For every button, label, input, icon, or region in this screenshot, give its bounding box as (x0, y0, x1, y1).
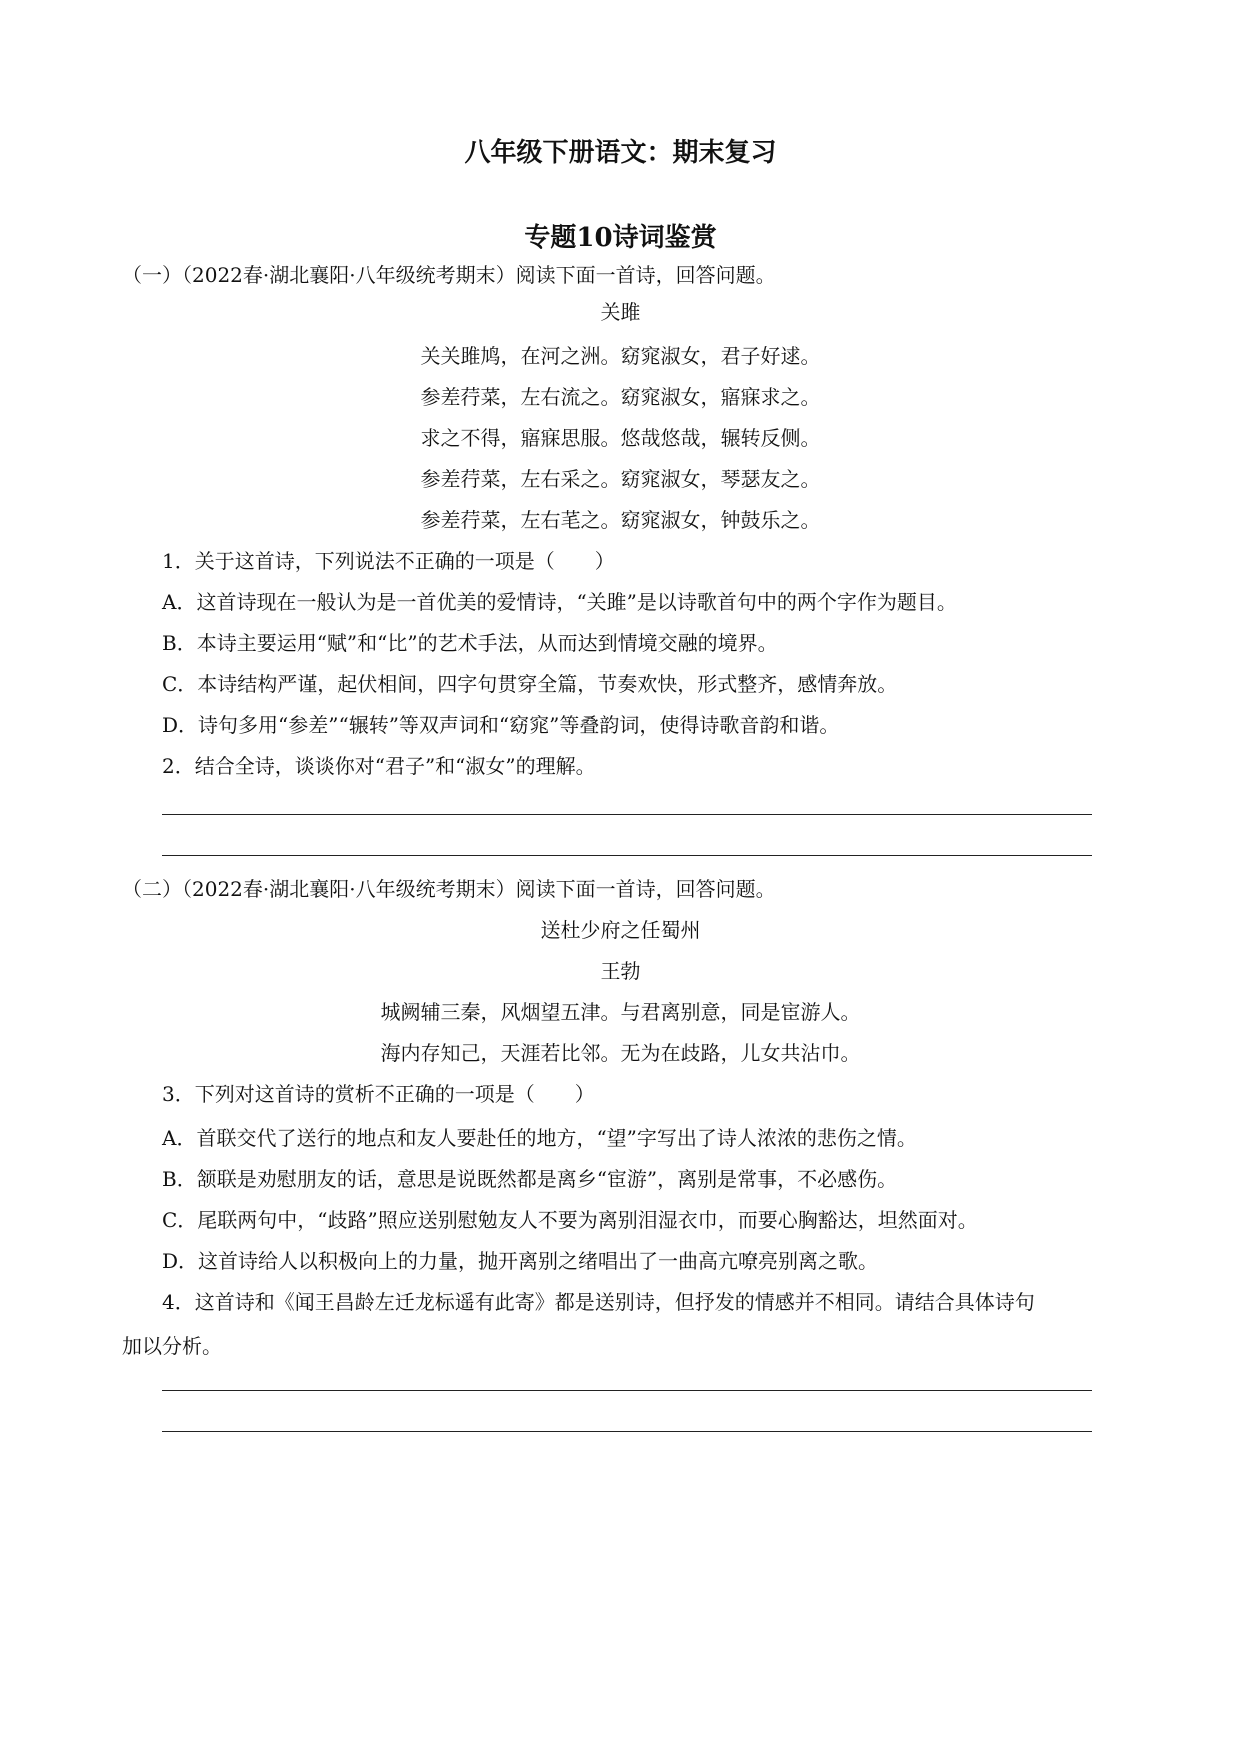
question-3-option-b: B．颔联是劝慰朋友的话，意思是说既然都是离乡“宦游”，离别是常事，不必感伤。 (162, 1167, 898, 1191)
question-3: 3．下列对这首诗的赏析不正确的一项是（ ） (162, 1082, 595, 1106)
page-subtitle: 专题10诗词鉴赏 (524, 223, 717, 253)
question-3-option-d: D．这首诗给人以积极向上的力量，抛开离别之绪唱出了一曲高亢嘹亮别离之歌。 (162, 1249, 879, 1273)
question-3-option-c: C．尾联两句中，“歧路”照应送别慰勉友人不要为离别泪湿衣巾，而要心胸豁达，坦然面对。 (162, 1208, 978, 1232)
section2-header: （二）（2022春·湖北襄阳·八年级统考期末）阅读下面一首诗，回答问题。 (122, 877, 776, 901)
question-4-continued: 加以分析。 (122, 1334, 222, 1358)
poem1-line: 关关雎鸠，在河之洲。窈窕淑女，君子好逑。 (420, 344, 821, 368)
poem2-title: 送杜少府之任蜀州 (540, 918, 701, 942)
poem1-line: 参差荇菜，左右芼之。窈窕淑女，钟鼓乐之。 (420, 508, 821, 532)
answer-line (162, 814, 1092, 815)
answer-line (162, 1431, 1092, 1432)
answer-line (162, 855, 1092, 856)
page-title: 八年级下册语文：期末复习 (464, 138, 777, 168)
poem1-title: 关雎 (600, 300, 641, 324)
poem2-line: 城阙辅三秦，风烟望五津。与君离别意，同是宦游人。 (380, 1000, 861, 1024)
poem1-line: 求之不得，寤寐思服。悠哉悠哉，辗转反侧。 (420, 426, 821, 450)
poem2-author: 王勃 (600, 959, 641, 983)
section1-header: （一）（2022春·湖北襄阳·八年级统考期末）阅读下面一首诗，回答问题。 (122, 263, 776, 287)
poem1-line: 参差荇菜，左右流之。窈窕淑女，寤寐求之。 (420, 385, 821, 409)
question-1: 1．关于这首诗，下列说法不正确的一项是（ ） (162, 549, 615, 573)
question-1-option-a: A．这首诗现在一般认为是一首优美的爱情诗，“关雎”是以诗歌首句中的两个字作为题目。 (162, 590, 957, 614)
poem2-line: 海内存知己，天涯若比邻。无为在歧路，儿女共沾巾。 (380, 1041, 861, 1065)
question-4: 4．这首诗和《闻王昌龄左迁龙标遥有此寄》都是送别诗，但抒发的情感并不相同。请结合具体诗句 (162, 1290, 1035, 1314)
answer-line (162, 1390, 1092, 1391)
question-2: 2．结合全诗，谈谈你对“君子”和“淑女”的理解。 (162, 754, 596, 778)
question-1-option-b: B．本诗主要运用“赋”和“比”的艺术手法，从而达到情境交融的境界。 (162, 631, 778, 655)
question-1-option-c: C．本诗结构严谨，起伏相间，四字句贯穿全篇，节奏欢快，形式整齐，感情奔放。 (162, 672, 898, 696)
question-1-option-d: D．诗句多用“参差”“辗转”等双声词和“窈窕”等叠韵词，使得诗歌音韵和谐。 (162, 713, 840, 737)
poem1-line: 参差荇菜，左右采之。窈窕淑女，琴瑟友之。 (420, 467, 821, 491)
question-3-option-a: A．首联交代了送行的地点和友人要赴任的地方，“望”字写出了诗人浓浓的悲伤之情。 (162, 1126, 917, 1150)
